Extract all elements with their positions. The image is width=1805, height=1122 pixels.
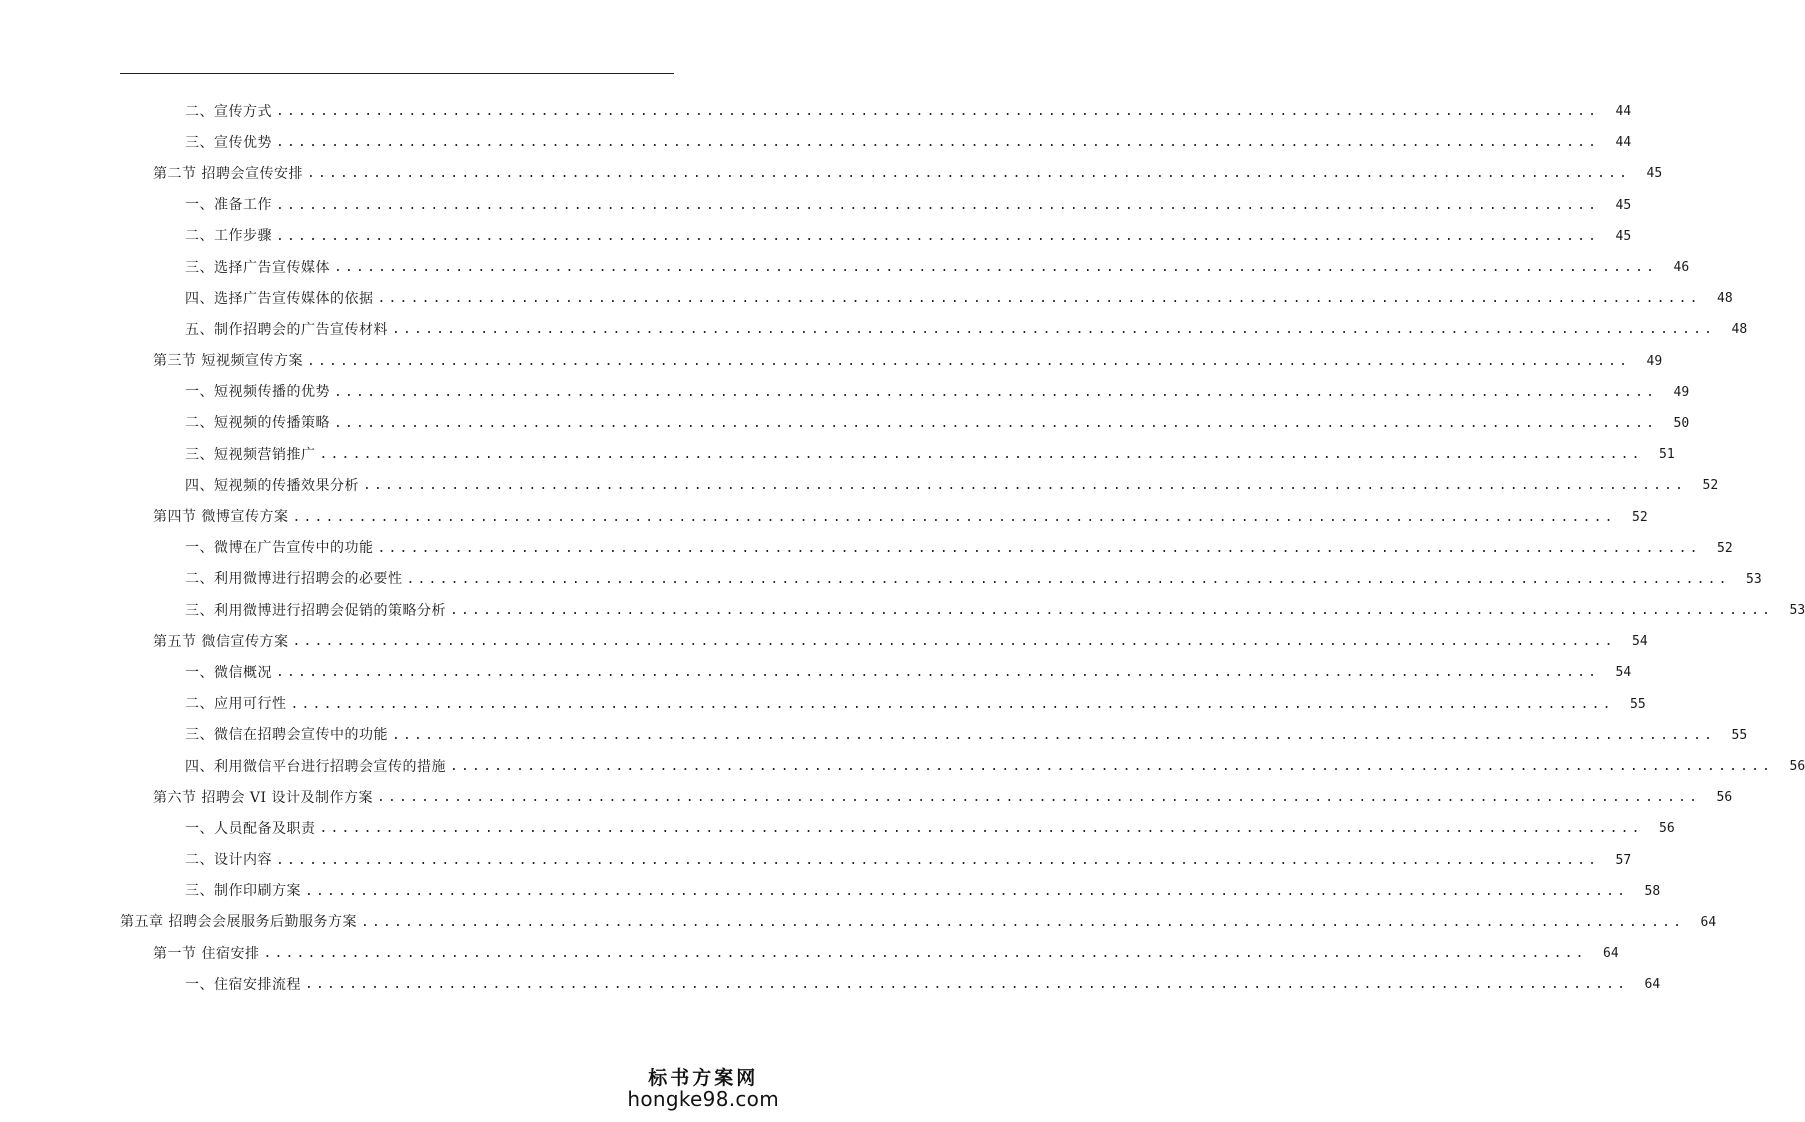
toc-dot-leader: ........................................................................................................................ <box>306 353 1631 369</box>
toc-page-number: 51 <box>1659 447 1675 463</box>
toc-entry-title: 二、应用可行性 <box>185 696 287 713</box>
toc-entry[interactable] <box>0 751 1805 782</box>
toc-dot-leader: ........................................................................................................................ <box>290 696 1614 712</box>
toc-entry-title: 第六节 招聘会 VI 设计及制作方案 <box>153 789 373 806</box>
toc-page-number: 52 <box>1717 540 1733 556</box>
toc-page-number: 52 <box>1702 478 1719 494</box>
toc-dot-leader: ........................................................................................................................ <box>276 197 1600 213</box>
toc-page-number: 53 <box>1746 571 1762 587</box>
toc-entry[interactable] <box>0 969 1661 1000</box>
toc-dot-leader: ........................................................................................................................ <box>377 790 1701 806</box>
toc-dot-leader: ........................................................................................................................ <box>406 571 1730 587</box>
toc-dot-leader: ........................................................................................................................ <box>276 135 1600 151</box>
toc-page-number: 55 <box>1630 696 1646 712</box>
toc-entry[interactable] <box>0 470 1719 501</box>
toc-dot-leader: ........................................................................................................................ <box>305 883 1629 899</box>
toc-page-number: 49 <box>1646 353 1663 369</box>
toc-page-number: 49 <box>1673 384 1690 400</box>
toc-dot-leader: ........................................................................................................................ <box>392 322 1716 338</box>
toc-dot-leader: ........................................................................................................................ <box>292 634 1616 650</box>
toc-dot-leader: ........................................................................................................................ <box>363 478 1687 494</box>
toc-page-number: 57 <box>1615 852 1632 868</box>
toc-entry[interactable] <box>0 720 1748 751</box>
toc-entry[interactable] <box>0 595 1805 626</box>
toc-page-number: 64 <box>1700 914 1717 930</box>
toc-entry-title: 二、工作步骤 <box>185 228 272 245</box>
toc-page-number: 54 <box>1632 634 1648 650</box>
toc-dot-leader: ........................................................................................................................ <box>334 260 1658 276</box>
toc-entry-title: 一、人员配备及职责 <box>185 820 316 837</box>
toc-dot-leader: ........................................................................................................................ <box>360 914 1685 930</box>
toc-entry[interactable] <box>0 689 1646 720</box>
toc-entry[interactable] <box>0 501 1648 532</box>
toc-dot-leader: ........................................................................................................................ <box>377 291 1701 307</box>
toc-entry[interactable] <box>0 626 1648 657</box>
toc-entry[interactable] <box>0 533 1733 564</box>
toc-entry-title: 三、微信在招聘会宣传中的功能 <box>185 727 388 744</box>
toc-dot-leader: ........................................................................................................................ <box>334 415 1658 431</box>
toc-dot-leader: ........................................................................................................................ <box>292 509 1616 525</box>
toc-entry-title: 三、短视频营销推广 <box>185 446 316 463</box>
toc-entry[interactable] <box>0 283 1733 314</box>
toc-entry[interactable] <box>0 564 1762 595</box>
toc-entry-title: 三、选择广告宣传媒体 <box>185 259 330 276</box>
toc-entry[interactable] <box>0 657 1632 688</box>
toc-entry[interactable] <box>0 314 1748 345</box>
toc-dot-leader: ........................................................................................................................ <box>276 228 1600 244</box>
toc-dot-leader: ........................................................................................................................ <box>305 977 1629 993</box>
toc-entry[interactable] <box>0 813 1675 844</box>
toc-dot-leader: ........................................................................................................................ <box>276 104 1600 120</box>
toc-page-number: 52 <box>1632 509 1648 525</box>
watermark-url: hongke98.com <box>627 1087 779 1111</box>
toc-entry-title: 一、微博在广告宣传中的功能 <box>185 540 374 557</box>
watermark-logo <box>627 1069 779 1110</box>
toc-dot-leader: ........................................................................................................................ <box>306 166 1631 182</box>
toc-entry-title: 二、利用微博进行招聘会的必要性 <box>185 571 403 588</box>
toc-entry[interactable] <box>0 158 1663 189</box>
toc-entry-title: 第三节 短视频宣传方案 <box>153 353 303 370</box>
toc-page-number: 45 <box>1615 228 1632 244</box>
toc-entry-title: 四、短视频的传播效果分析 <box>185 477 359 494</box>
toc-page-number: 46 <box>1673 260 1690 276</box>
toc-page-number: 50 <box>1673 415 1690 431</box>
header-rule <box>120 73 674 74</box>
toc-page-number: 54 <box>1615 665 1632 681</box>
toc-entry[interactable] <box>0 938 1619 969</box>
toc-dot-leader: ........................................................................................................................ <box>276 852 1600 868</box>
toc-entry-title: 一、短视频传播的优势 <box>185 384 330 401</box>
toc-dot-leader: ........................................................................................................................ <box>392 727 1716 743</box>
toc-page-number: 56 <box>1789 759 1805 775</box>
toc-entry[interactable] <box>0 408 1690 439</box>
toc-page-number: 56 <box>1716 790 1733 806</box>
toc-entry[interactable] <box>0 377 1690 408</box>
toc-page-number: 45 <box>1646 166 1663 182</box>
toc-entry-title: 一、微信概况 <box>185 664 272 681</box>
toc-entry-title: 第二节 招聘会宣传安排 <box>153 165 303 182</box>
toc-entry-title: 三、宣传优势 <box>185 134 272 151</box>
toc-entry-title: 第四节 微博宣传方案 <box>153 509 289 526</box>
toc-entry-title: 四、选择广告宣传媒体的依据 <box>185 290 374 307</box>
toc-entry-title: 四、利用微信平台进行招聘会宣传的措施 <box>185 758 446 775</box>
toc-page-number: 56 <box>1659 821 1675 837</box>
toc-entry[interactable] <box>0 907 1717 938</box>
toc-entry-title: 二、宣传方式 <box>185 103 272 120</box>
toc-entry[interactable] <box>0 96 1632 127</box>
toc-entry[interactable] <box>0 221 1632 252</box>
toc-entry[interactable] <box>0 127 1632 158</box>
toc-entry[interactable] <box>0 439 1675 470</box>
toc-dot-leader: ........................................................................................................................ <box>450 759 1774 775</box>
toc-dot-leader: ........................................................................................................................ <box>377 540 1701 556</box>
toc-page-number: 64 <box>1603 946 1619 962</box>
toc-entry-title: 一、住宿安排流程 <box>185 976 301 993</box>
toc-entry[interactable] <box>0 782 1733 813</box>
watermark-brand-text: 标书方案网 <box>648 1067 759 1090</box>
toc-entry-title: 二、设计内容 <box>185 852 272 869</box>
toc-page-number: 55 <box>1731 727 1748 743</box>
toc-dot-leader: ........................................................................................................................ <box>450 603 1774 619</box>
toc-entry-title: 五、制作招聘会的广告宣传材料 <box>185 321 388 338</box>
toc-dot-leader: ........................................................................................................................ <box>334 384 1658 400</box>
toc-entry[interactable] <box>0 190 1632 221</box>
toc-entry-title: 三、制作印刷方案 <box>185 883 301 900</box>
toc-entry-title: 第五章 招聘会会展服务后勤服务方案 <box>120 914 357 931</box>
toc-page-number: 44 <box>1615 135 1632 151</box>
toc-page-number: 53 <box>1789 603 1805 619</box>
toc-entry[interactable] <box>0 876 1661 907</box>
toc-dot-leader: ........................................................................................................................ <box>263 946 1587 962</box>
toc-entry[interactable] <box>0 346 1663 377</box>
toc-page-number: 44 <box>1615 104 1632 120</box>
toc-entry-title: 第一节 住宿安排 <box>153 945 260 962</box>
table-of-contents <box>0 96 1805 1000</box>
toc-dot-leader: ........................................................................................................................ <box>276 665 1600 681</box>
toc-dot-leader: ........................................................................................................................ <box>319 447 1643 463</box>
toc-dot-leader: ........................................................................................................................ <box>319 821 1643 837</box>
toc-page-number: 58 <box>1644 883 1661 899</box>
toc-page-number: 64 <box>1644 977 1661 993</box>
toc-entry[interactable] <box>0 845 1632 876</box>
toc-entry-title: 第五节 微信宣传方案 <box>153 633 289 650</box>
toc-entry[interactable] <box>0 252 1690 283</box>
toc-entry-title: 三、利用微博进行招聘会促销的策略分析 <box>185 602 446 619</box>
toc-entry-title: 一、准备工作 <box>185 197 272 214</box>
toc-page-number: 48 <box>1731 322 1748 338</box>
toc-page-number: 45 <box>1615 197 1632 213</box>
toc-page-number: 48 <box>1717 291 1733 307</box>
toc-entry-title: 二、短视频的传播策略 <box>185 415 330 432</box>
